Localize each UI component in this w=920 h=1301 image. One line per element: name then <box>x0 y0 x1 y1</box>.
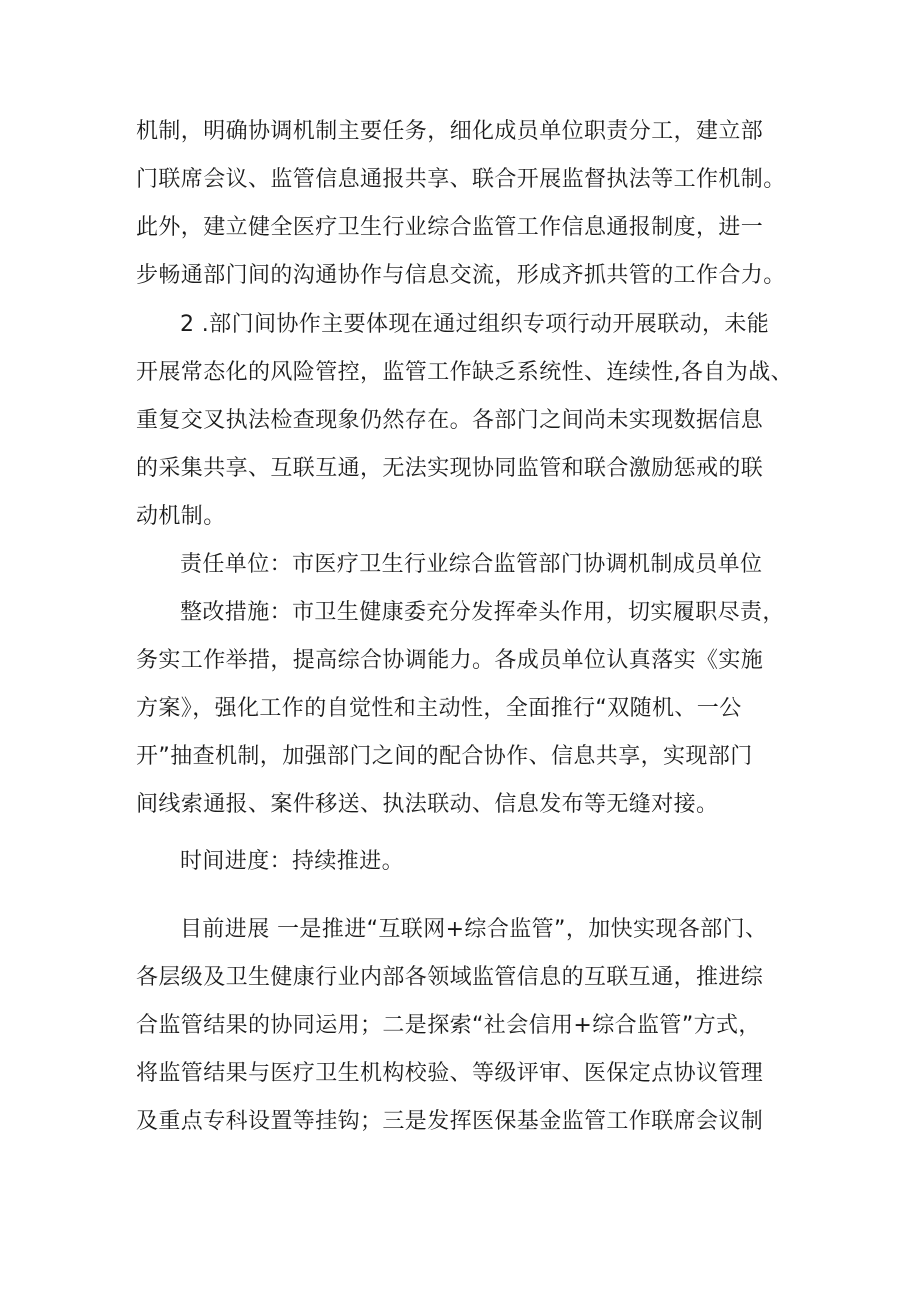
text-line: 将监管结果与医疗卫生机构校验、等级评审、医保定点协议管理 <box>136 1061 764 1086</box>
text-line: 方案》，强化工作的自觉性和主动性，全面推行“双随机、一公 <box>136 696 742 721</box>
text-line: 门联席会议、监管信息通报共享、联合开展监督执法等工作机制。 <box>136 167 786 192</box>
text-line: 间线索通报、案件移送、执法联动、信息发布等无缝对接。 <box>136 792 719 817</box>
text-line: 各层级及卫生健康行业内部各领域监管信息的互联互通，推进综 <box>136 965 764 990</box>
text-line: 开”抽查机制，加强部门之间的配合协作、信息共享，实现部门 <box>136 744 753 769</box>
text-line: 此外，建立健全医疗卫生行业综合监管工作信息通报制度，进一 <box>136 215 764 240</box>
text-line: 动机制。 <box>136 504 226 529</box>
text-line: 机制，明确协调机制主要任务，细化成员单位职责分工，建立部 <box>136 119 764 144</box>
text-line: 时间进度：持续推进。 <box>180 849 405 874</box>
text-line: 2 .部门间协作主要体现在通过组织专项行动开展联动，未能 <box>180 312 770 337</box>
text-line: 务实工作举措，提高综合协调能力。各成员单位认真落实《实施 <box>136 648 764 673</box>
text-line: 责任单位：市医疗卫生行业综合监管部门协调机制成员单位 <box>180 552 763 577</box>
text-line: 合监管结果的协同运用；二是探索“社会信用+综合监管”方式， <box>136 1013 761 1038</box>
text-line: 开展常态化的风险管控，监管工作缺乏系统性、连续性,各自为战、 <box>136 360 793 385</box>
text-line: 重复交叉执法检查现象仍然存在。各部门之间尚未实现数据信息 <box>136 408 764 433</box>
text-line: 目前进展 一是推进“互联网+综合监管”，加快实现各部门、 <box>180 917 768 942</box>
text-line: 的采集共享、互联互通，无法实现协同监管和联合激励惩戒的联 <box>136 456 764 481</box>
text-line: 及重点专科设置等挂钩；三是发挥医保基金监管工作联席会议制 <box>136 1109 764 1134</box>
text-line: 步畅通部门间的沟通协作与信息交流，形成齐抓共管的工作合力。 <box>136 263 786 288</box>
text-line: 整改措施：市卫生健康委充分发挥牵头作用，切实履职尽责， <box>180 600 785 625</box>
